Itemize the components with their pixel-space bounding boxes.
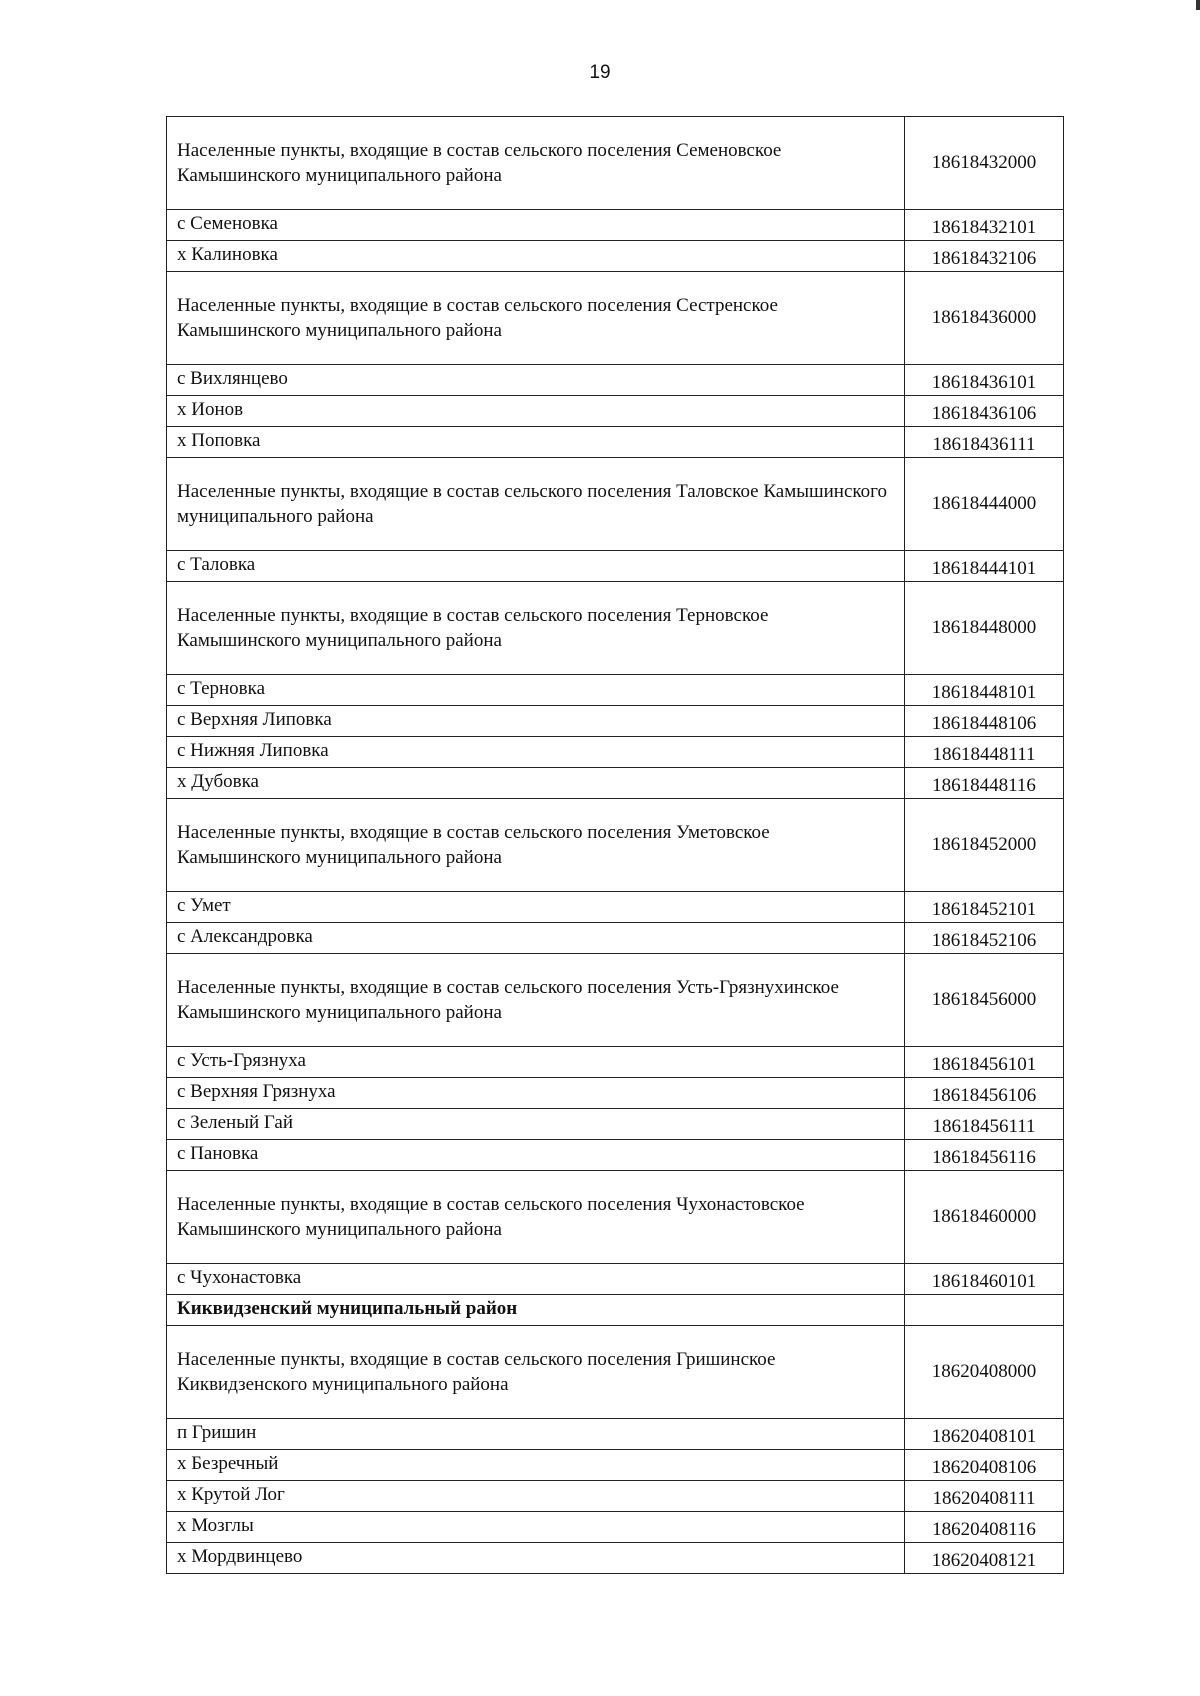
- settlement-row: [167, 117, 1064, 210]
- locality-row: [167, 1047, 1064, 1078]
- row-name: с Умет: [167, 892, 905, 923]
- row-name: с Пановка: [167, 1140, 905, 1171]
- row-name: х Поповка: [167, 427, 905, 458]
- settlement-row: [167, 272, 1064, 365]
- locality-row: [167, 1512, 1064, 1543]
- locality-row: [167, 1450, 1064, 1481]
- row-code: 18618436111: [905, 427, 1064, 458]
- row-code: 18618436106: [905, 396, 1064, 427]
- row-code: 18620408101: [905, 1419, 1064, 1450]
- row-code: 18618432101: [905, 210, 1064, 241]
- locality-row: [167, 1109, 1064, 1140]
- row-code: 18618456116: [905, 1140, 1064, 1171]
- row-code: 18618456106: [905, 1078, 1064, 1109]
- settlement-row: [167, 582, 1064, 675]
- row-code: 18618456101: [905, 1047, 1064, 1078]
- row-name: Населенные пункты, входящие в состав сельского поселения Сестренское Камышинского муниципального района: [167, 272, 905, 365]
- row-code: 18618460000: [905, 1171, 1064, 1264]
- row-code: 18618448000: [905, 582, 1064, 675]
- row-code: 18618452000: [905, 799, 1064, 892]
- row-name: с Терновка: [167, 675, 905, 706]
- district-row: [167, 1295, 1064, 1326]
- row-code: 18618456111: [905, 1109, 1064, 1140]
- row-name: с Чухонастовка: [167, 1264, 905, 1295]
- row-name: Населенные пункты, входящие в состав сельского поселения Терновское Камышинского муниципального района: [167, 582, 905, 675]
- row-name: Населенные пункты, входящие в состав сельского поселения Семеновское Камышинского муниципального района: [167, 117, 905, 210]
- row-name: с Нижняя Липовка: [167, 737, 905, 768]
- row-code: 18620408111: [905, 1481, 1064, 1512]
- settlement-row: [167, 954, 1064, 1047]
- row-name: х Крутой Лог: [167, 1481, 905, 1512]
- row-code: 18618436000: [905, 272, 1064, 365]
- row-code: 18618448106: [905, 706, 1064, 737]
- row-name: с Семеновка: [167, 210, 905, 241]
- row-name: Населенные пункты, входящие в состав сельского поселения Усть-Грязнухинское Камышинского муниципального района: [167, 954, 905, 1047]
- locality-row: [167, 1419, 1064, 1450]
- settlement-row: [167, 1326, 1064, 1419]
- row-code: 18618448116: [905, 768, 1064, 799]
- row-name: Населенные пункты, входящие в состав сельского поселения Таловское Камышинского муниципального района: [167, 458, 905, 551]
- locality-row: [167, 768, 1064, 799]
- row-name: с Зеленый Гай: [167, 1109, 905, 1140]
- locality-row: [167, 241, 1064, 272]
- locality-row: [167, 923, 1064, 954]
- page-number: 19: [589, 62, 611, 83]
- settlement-row: [167, 1171, 1064, 1264]
- row-code: 18620408106: [905, 1450, 1064, 1481]
- row-code: 18618436101: [905, 365, 1064, 396]
- row-name: х Мозглы: [167, 1512, 905, 1543]
- row-code: 18618448111: [905, 737, 1064, 768]
- locality-row: [167, 892, 1064, 923]
- locality-row: [167, 1140, 1064, 1171]
- row-code: 18618452106: [905, 923, 1064, 954]
- row-name: х Мордвинцево: [167, 1543, 905, 1574]
- settlement-row: [167, 458, 1064, 551]
- row-name: с Таловка: [167, 551, 905, 582]
- row-code: 18618444101: [905, 551, 1064, 582]
- row-name: с Усть-Грязнуха: [167, 1047, 905, 1078]
- row-code: 18618432000: [905, 117, 1064, 210]
- row-code: 18618448101: [905, 675, 1064, 706]
- row-name: с Вихлянцево: [167, 365, 905, 396]
- settlements-table: [166, 116, 1064, 1574]
- row-code: 18620408000: [905, 1326, 1064, 1419]
- row-code: 18618452101: [905, 892, 1064, 923]
- scan-edge-mark: [1196, 0, 1200, 10]
- locality-row: [167, 427, 1064, 458]
- row-name: х Безречный: [167, 1450, 905, 1481]
- settlement-row: [167, 799, 1064, 892]
- row-name: с Верхняя Грязнуха: [167, 1078, 905, 1109]
- row-name: п Гришин: [167, 1419, 905, 1450]
- row-name: Населенные пункты, входящие в состав сельского поселения Чухонастовское Камышинского муниципального района: [167, 1171, 905, 1264]
- row-name: с Верхняя Липовка: [167, 706, 905, 737]
- locality-row: [167, 737, 1064, 768]
- row-code: 18620408121: [905, 1543, 1064, 1574]
- row-code: 18618444000: [905, 458, 1064, 551]
- row-code: 18618432106: [905, 241, 1064, 272]
- row-code: 18618456000: [905, 954, 1064, 1047]
- locality-row: [167, 1543, 1064, 1574]
- row-name: х Дубовка: [167, 768, 905, 799]
- row-name: Киквидзенский муниципальный район: [167, 1295, 905, 1326]
- locality-row: [167, 1078, 1064, 1109]
- row-name: х Калиновка: [167, 241, 905, 272]
- locality-row: [167, 1264, 1064, 1295]
- locality-row: [167, 706, 1064, 737]
- locality-row: [167, 210, 1064, 241]
- row-name: Населенные пункты, входящие в состав сельского поселения Гришинское Киквидзенского муниципального района: [167, 1326, 905, 1419]
- row-name: с Александровка: [167, 923, 905, 954]
- row-name: х Ионов: [167, 396, 905, 427]
- row-code: 18618460101: [905, 1264, 1064, 1295]
- locality-row: [167, 396, 1064, 427]
- locality-row: [167, 551, 1064, 582]
- row-code: 18620408116: [905, 1512, 1064, 1543]
- locality-row: [167, 675, 1064, 706]
- row-code: [905, 1295, 1064, 1326]
- locality-row: [167, 365, 1064, 396]
- locality-row: [167, 1481, 1064, 1512]
- row-name: Населенные пункты, входящие в состав сельского поселения Уметовское Камышинского муниципального района: [167, 799, 905, 892]
